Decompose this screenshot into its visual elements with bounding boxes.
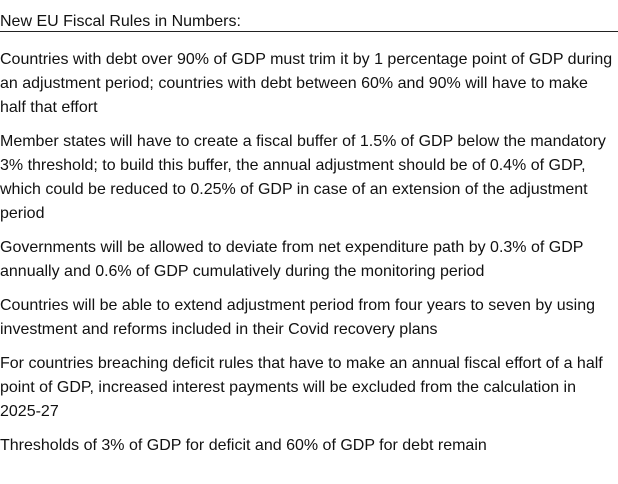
page-title: New EU Fiscal Rules in Numbers: xyxy=(0,13,241,30)
list-item: Countries will be able to extend adjustment period from four years to seven by using investment and reforms included in their Covid recovery plans xyxy=(0,297,595,338)
list-item: Countries with debt over 90% of GDP must trim it by 1 percentage point of GDP during an adjustment period; countries with debt between 60% and 90% will have to make half that effort xyxy=(0,51,613,116)
rules-list xyxy=(0,32,618,458)
list-item: For countries breaching deficit rules that have to make an annual fiscal effort of a half point of GDP, increased interest payments will be excluded from the calculation in 2025-27 xyxy=(0,355,603,420)
list-item: Governments will be allowed to deviate from net expenditure path by 0.3% of GDP annually and 0.6% of GDP cumulatively during the monitoring period xyxy=(0,239,584,280)
header xyxy=(0,0,618,32)
list-item: Member states will have to create a fiscal buffer of 1.5% of GDP below the mandatory 3% threshold; to build this buffer, the annual adjustment should be of 0.4% of GDP, which could be reduced to 0.25% of GDP in case of an extension of the adjustment period xyxy=(0,133,606,222)
list-item: Thresholds of 3% of GDP for deficit and 60% of GDP for debt remain xyxy=(0,437,487,454)
